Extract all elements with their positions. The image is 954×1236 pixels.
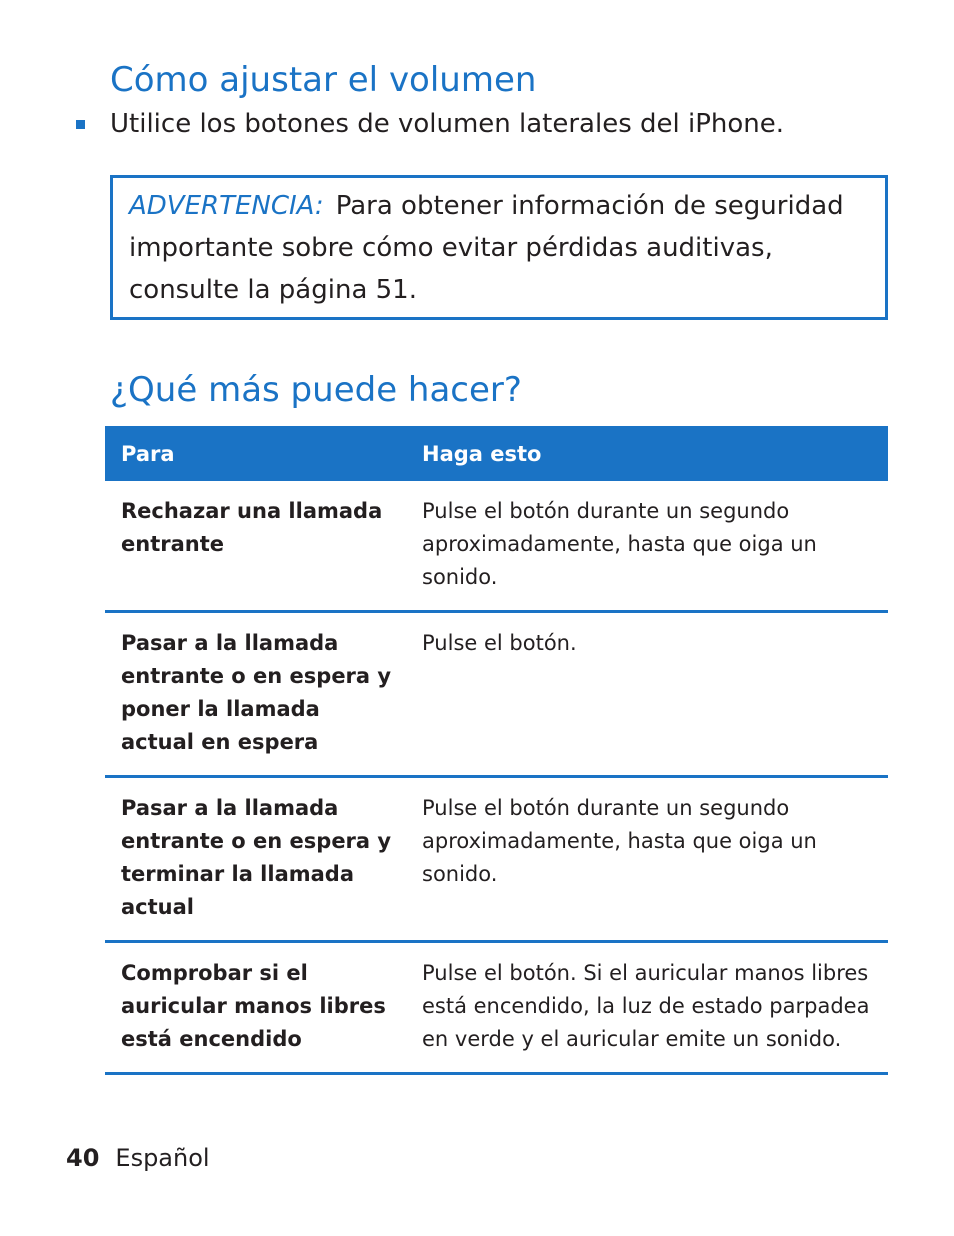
header-haga-esto: Haga esto bbox=[406, 426, 888, 481]
warning-box bbox=[110, 175, 888, 320]
row-instruction: Pulse el botón durante un segundo aproximadamente, hasta que oiga un sonido. bbox=[406, 481, 888, 612]
footer-language: Español bbox=[115, 1144, 210, 1172]
row-action: Rechazar una llamada entrante bbox=[105, 481, 406, 612]
row-action: Comprobar si el auricular manos libres está encendido bbox=[105, 942, 406, 1074]
section-title-what-else: ¿Qué más puede hacer? bbox=[110, 370, 522, 410]
table-header-row bbox=[105, 426, 888, 481]
bullet-item: Utilice los botones de volumen laterales del iPhone. bbox=[110, 109, 785, 139]
page-number: 40 bbox=[66, 1144, 100, 1172]
row-action: Pasar a la llamada entrante o en espera y terminar la llamada actual bbox=[105, 777, 406, 942]
row-instruction: Pulse el botón durante un segundo aproximadamente, hasta que oiga un sonido. bbox=[406, 777, 888, 942]
warning-text: Para obtener información de seguridad importante sobre cómo evitar pérdidas auditivas, consulte la página 51. bbox=[129, 191, 844, 305]
table-row bbox=[105, 612, 888, 777]
row-instruction: Pulse el botón. Si el auricular manos libres está encendido, la luz de estado parpadea en verde y el auricular emite un sonido. bbox=[406, 942, 888, 1074]
warning-label: ADVERTENCIA: bbox=[129, 191, 324, 221]
table-row bbox=[105, 777, 888, 942]
table-row bbox=[105, 481, 888, 612]
page-footer bbox=[66, 1140, 210, 1176]
table-row bbox=[105, 942, 888, 1074]
header-para: Para bbox=[105, 426, 406, 481]
actions-table bbox=[105, 426, 888, 1075]
section-title-adjust-volume: Cómo ajustar el volumen bbox=[110, 60, 537, 100]
row-instruction: Pulse el botón. bbox=[406, 612, 888, 777]
row-action: Pasar a la llamada entrante o en espera y poner la llamada actual en espera bbox=[105, 612, 406, 777]
bullet-square-icon bbox=[76, 120, 85, 129]
